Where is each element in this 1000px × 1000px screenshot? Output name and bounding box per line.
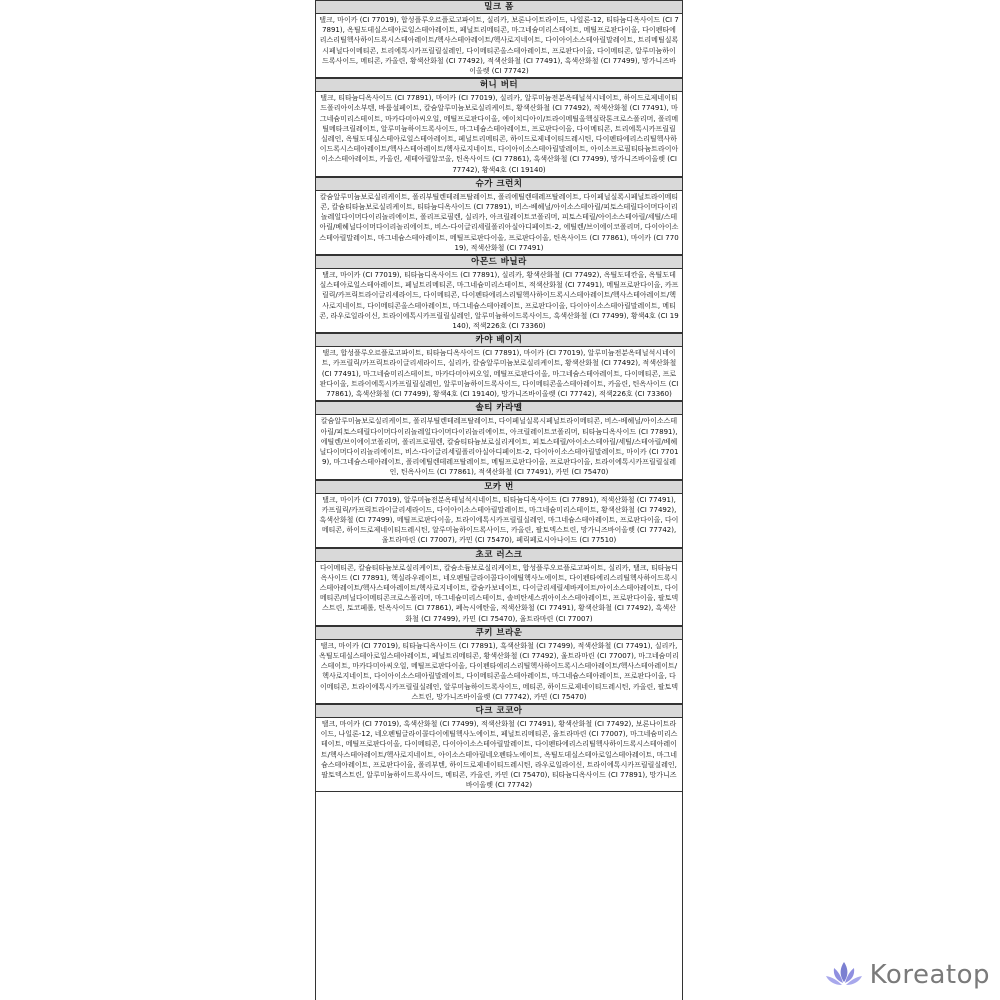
section-title: 밀크 폼 xyxy=(316,0,682,14)
section-title: 아몬드 바닐라 xyxy=(316,255,682,269)
section-title: 슈가 크런치 xyxy=(316,177,682,191)
ingredient-section xyxy=(316,255,682,333)
section-title: 쿠키 브라운 xyxy=(316,626,682,640)
ingredients-text: 탤크, 마이카 (CI 77019), 합성플루오르플로고파이트, 실리카, 보론나이트라이드, 나일론-12, 티타늄디옥사이드 (CI 77891), 옥틸도데실스테아로일스테아레이트, 페닐트리메티콘, 마그네슘미리스테이트, 메틸프로판다이올, 다이펜타에리스리틸헥사하이드록시스테아레이트/헥사스테아레이트/헥사로지네이트, 다이아이소스테아릴말레이트, 트리메틸실록시페닐다이메티콘, 트리에톡시카프릴릴실레인, 다이메티콘올스테아레이트, 프로판다이올, 다이메티콘, 알루미늄하이드록사이드, 메티콘, 카올린, 황색산화철 (CI 77492), 적색산화철 (CI 77491), 흑색산화철 (CI 77499), 망가니즈바이올렛 (CI 77742) xyxy=(319,16,679,76)
section-title: 카야 베이지 xyxy=(316,333,682,347)
section-title: 모카 번 xyxy=(316,480,682,494)
ingredient-section xyxy=(316,177,682,255)
ingredients-text: 탤크, 합성플루오르플로고파이트, 티타늄디옥사이드 (CI 77891), 마이카 (CI 77019), 알루미늄전분옥테닐석시네이트, 카프릴릭/카프릭트라이글리세라이드, 실리카, 칼슘알루미늄보로실리케이트, 황색산화철 (CI 77492), 적색산화철 (CI 77491), 마그네슘미리스테이트, 마카다미아씨오일, 메틸프로판다이올, 마그네슘스테아레이트, 다이메티콘, 프로판다이올, 트라이에톡시카프릴릴실레인, 알루미늄하이드록사이드, 다이메티콘올스테아레이트, 카올린, 틴옥사이드 (CI 77861), 흑색산화철 (CI 77499), 황색4호 (CI 19140), 망가니즈바이올렛 (CI 77742), 적색226호 (CI 73360) xyxy=(319,349,679,399)
ingredients-text: 탤크, 티타늄디옥사이드 (CI 77891), 마이카 (CI 77019), 실리카, 알루미늄전분옥테닐석시네이트, 하이드로제네이티드폴리아이소부텐, 바륨설페이트, 칼슘알루미늄보로실리케이트, 황색산화철 (CI 77492), 적색산화철 (CI 77491), 마그네슘미리스테이트, 마카다미아씨오일, 메틸프로판다이올, 에이치디아이/트라이메틸올헥실락톤크로스폴리머, 폴리메틸메타크릴레이트, 알루미늄하이드록사이드, 마그네슘스테아레이트, 프로판다이올, 다이메티콘, 트리에톡시카프릴릴실레인, 옥틸도데실스테아로일스테아레이트, 페닐트리메티콘, 하이드로제네이티드레시틴, 다이펜타에리스리틸헥사하이드록시스테아레이트/헥사스테아레이트/헥사로지네이트, 다이아이소스테아릴말레이트, 아이소프로필티타늄트라이아이소스테아레이트, 카올린, 세테아릴알코올, 틴옥사이드 (CI 77861), 흑색산화철 (CI 77499), 망가니즈바이올렛 (CI 77742), 황색4호 (CI 19140) xyxy=(319,94,679,174)
lotus-icon xyxy=(824,960,864,990)
ingredient-section xyxy=(316,0,682,78)
ingredients-text: 칼슘알루미늄보로실리케이트, 폴리부틸렌테레프탈레이트, 폴리에틸렌테레프탈레이트, 다이페닐실록시페닐트라이메티콘, 칼슘티타늄보로실리케이트, 티타늄디옥사이드 (CI 77891), 비스-베헤닐/아이소스테아릴/피토스테릴다이머다이리놀레일다이머다이리놀리에이트, 폴리프로필렌, 실리카, 아크릴레이트코폴리머, 피토스테릴/아이소스테아릴/세틸/스테아릴/베헤닐다이머다이리놀리에이트, 비스-다이글리세릴폴리아실아디페이트-2, 에틸렌/브이에이코폴리머, 다이아이소스테아릴말레이트, 마그네슘스테아레이트, 메틸프로판다이올, 프로판다이올, 틴옥사이드 (CI 77861), 마이카 (CI 77019), 적색산화철 (CI 77491) xyxy=(319,192,679,252)
ingredient-section xyxy=(316,480,682,548)
ingredients-text: 탤크, 마이카 (CI 77019), 티타늄디옥사이드 (CI 77891), 흑색산화철 (CI 77499), 적색산화철 (CI 77491), 실리카, 옥틸도데실스테아로일스테아레이트, 페닐트리메티콘, 황색산화철 (CI 77492), 울트라마린 (CI 77007), 마그네슘미리스테이트, 마카다미아씨오일, 메틸프로판다이올, 다이펜타에리스리틸헥사하이드록시스테아레이트/헥사스테아레이트/헥사로지네이트, 다이아이소스테아릴말레이트, 다이메티콘올스테아레이트, 마그네슘스테아레이트, 프로판다이올, 다이메티콘, 트라이에톡시카프릴릴실레인, 알루미늄하이드록사이드, 메티콘, 하이드로제네이티드레시틴, 카올린, 팔토덱스트린, 망가니즈바이올렛 (CI 77742), 카민 (CI 75470) xyxy=(319,641,679,701)
ingredients-text: 탤크, 마이카 (CI 77019), 흑색산화철 (CI 77499), 적색산화철 (CI 77491), 황색산화철 (CI 77492), 보론나이트라이드, 나일론-12, 네오펜틸글라이콜다이에틸헥사노에이트, 페닐트리메티콘, 울트라마린 (CI 77007), 마그네슘미리스테이트, 메틸프로판다이올, 다이메티콘, 다이아이소스테아릴말레이트, 다이펜타에리스리틸헥사하이드록시스테아레이트/헥사스테아레이트/헥사로지네이트, 아이소스테아릴네오펜타노에이트, 옥틸도데실스테아로일스테아레이트, 마그네슘스테아레이트, 프로판다이올, 폴리부텐, 하이드로제네이티드레시틴, 라우로일라이신, 트라이에톡시카프릴릴실레인, 팔토덱스트린, 알루미늄하이드록사이드, 메티콘, 카올린, 카민 (CI 75470), 티타늄디옥사이드 (CI 77891), 망가니즈바이올렛 (CI 77742) xyxy=(320,719,678,790)
brand-logo xyxy=(824,960,990,990)
section-title: 허니 버터 xyxy=(316,78,682,92)
section-title: 솔티 카라멜 xyxy=(316,401,682,415)
ingredients-text: 칼슘알루미늄보로실리케이트, 폴리부틸렌테레프탈레이트, 다이페닐실록시페닐트라이메티콘, 비스-베헤닐/아이소스테아릴/피토스테릴다이머다이리놀레일다이머다이리놀리에이트, 아크릴레이트코폴리머, 티타늄디옥사이드 (CI 77891), 에틸렌/브이에이코폴리머, 폴리프로필렌, 칼슘티타늄보로실리케이트, 피토스테릴/아이소스테아릴/세틸/스테아릴/베헤닐다이머다이리놀리에이트, 비스-다이글리세릴폴리아실아디페이트-2, 다이아이소스테아릴말레이트, 마이카 (CI 77019), 마그네슘스테아레이트, 폴리에틸렌테레프탈레이트, 메틸프로판다이올, 프로판다이올, 트라이에톡시카프릴릴실레인, 틴옥사이드 (CI 77861), 적색산화철 (CI 77491), 카민 (CI 75470) xyxy=(319,417,679,477)
ingredient-section xyxy=(316,704,682,792)
ingredient-section xyxy=(316,548,682,626)
ingredients-text: 다이메티콘, 칼슘티타늄보로실리케이트, 칼슘소듐보로실리케이트, 합성플루오르플로고파이트, 실리카, 탤크, 티타늄디옥사이드 (CI 77891), 헥실라우레이트, 네오펜틸글라이콜다이에틸헥사노에이트, 다이펜타에리스리틸헥사하이드록시스테아레이트/헥사스테아레이트/헥사로지네이트, 칼슘카보네이트, 다이글리세릴세바케이트/아이소스테아레이트, 다이메티콘/비닐다이메티콘크로스폴리머, 마그네슘미리스테이트, 솔비탄세스퀴아이소스테아레이트, 프로판다이올, 팔토덱스트린, 토코페롤, 틴옥사이드 (CI 77861), 폐녹시에탄올, 적색산화철 (CI 77491), 황색산화철 (CI 77492), 흑색산화철 (CI 77499), 카민 (CI 75470), 울트라마린 (CI 77007) xyxy=(319,563,679,623)
section-title: 초코 러스크 xyxy=(316,548,682,562)
ingredient-section xyxy=(316,333,682,401)
ingredients-text: 탤크, 마이카 (CI 77019), 티타늄디옥사이드 (CI 77891), 실리카, 황색산화철 (CI 77492), 옥틸도데칸올, 옥틸도데실스테아로일스테아레이트, 페닐트리메티콘, 마그네슘미리스테이트, 적색산화철 (CI 77491), 메틸프로판다이올, 카프릴릭/카프릭트라이글리세라이드, 다이메티콘, 다이펜타에리스리틸헥사하이드록시스테아레이트/헥사스테아레이트/헥사로지네이트, 다이메티콘올스테아레이트, 마그네슘스테아레이트, 프로판다이올, 다이아이소스테아릴말레이트, 메티콘, 라우로일라이신, 트라이에톡시카프릴릴실레인, 알루미늄하이드록사이드, 흑색산화철 (CI 77499), 황색4호 (CI 19140), 적색226호 (CI 73360) xyxy=(319,271,679,331)
ingredient-section xyxy=(316,626,682,704)
ingredients-text: 탤크, 마이카 (CI 77019), 알루미늄전분옥테닐석시네이트, 티타늄디옥사이드 (CI 77891), 적색산화철 (CI 77491), 카프릴릭/카프릭트라이글리세라이드, 다이아이소스테아릴말레이트, 마그네슘미리스테이트, 황색산화철 (CI 77492), 흑색산화철 (CI 77499), 메틸프로판다이올, 트라이에톡시카프릴릴실레인, 마그네슘스테아레이트, 프로판다이올, 다이메티콘, 하이드로제네이티드레시틴, 알루미늄하이드록사이드, 카올린, 팔토덱스트린, 망가니즈바이올렛 (CI 77742), 울트라마린 (CI 77007), 카민 (CI 75470), 페릭페로시아나이드 (CI 77510) xyxy=(319,495,679,545)
ingredient-section xyxy=(316,401,682,479)
ingredients-sheet xyxy=(315,0,683,1000)
brand-name: Koreatop xyxy=(869,960,990,990)
section-title: 다크 코코아 xyxy=(316,704,682,718)
ingredient-section xyxy=(316,78,682,177)
